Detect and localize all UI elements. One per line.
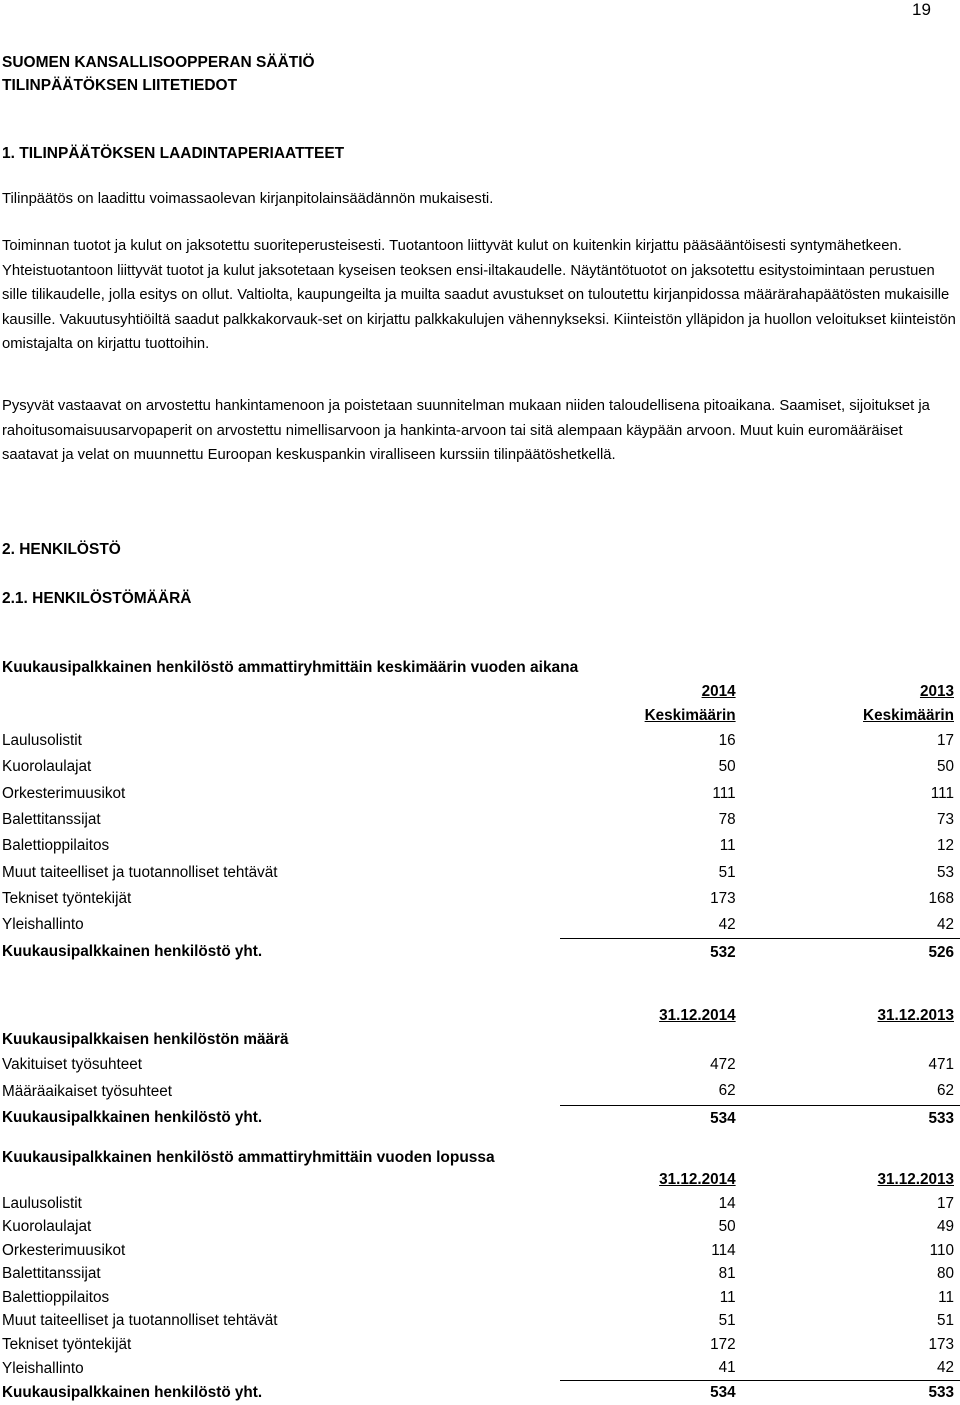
row-label: Balettitanssijat (2, 1265, 101, 1283)
row-label: Balettitanssijat (2, 811, 101, 829)
row-label: Muut taiteelliset ja tuotannolliset tehtävät (2, 863, 278, 881)
table-row (2, 754, 960, 780)
cell-value: 172 (710, 1335, 736, 1353)
cell-value: 51 (718, 863, 736, 881)
row-label: Yleishallinto (2, 1359, 84, 1377)
cell-value: 42 (560, 912, 736, 939)
page-number: 19 (912, 0, 931, 19)
row-label: Kuorolaulajat (2, 758, 92, 776)
row-label: Kuorolaulajat (2, 1218, 92, 1236)
table-header-row (2, 1004, 960, 1028)
cell-value: 111 (930, 784, 954, 802)
total-value: 533 (928, 1383, 954, 1401)
cell-value: 110 (929, 1241, 954, 1259)
table-row (2, 807, 960, 833)
table-header-row (2, 1168, 960, 1192)
row-label: Balettioppilaitos (2, 1288, 110, 1306)
total-value: 532 (710, 943, 736, 961)
table-row (2, 728, 960, 754)
table-row (2, 859, 960, 885)
cell-value: 472 (710, 1056, 736, 1074)
row-label: Tekniset työntekijät (2, 889, 132, 907)
cell-value: 14 (718, 1194, 736, 1212)
row-label: Tekniset työntekijät (2, 1335, 132, 1353)
table-row (2, 1286, 960, 1310)
column-header-2013: 2013 (919, 683, 954, 700)
paragraph-1: Tilinpäätös on laadittu voimassaolevan kirjanpitolainsäädännön mukaisesti. (2, 191, 494, 207)
row-label: Balettioppilaitos (2, 837, 110, 855)
cell-value: 50 (718, 758, 736, 776)
document-title: TILINPÄÄTÖKSEN LIITETIEDOT (2, 77, 238, 94)
total-value: 526 (928, 943, 954, 961)
column-header-2014: 31.12.2014 (659, 1171, 736, 1188)
cell-value: 62 (560, 1078, 736, 1105)
table-row (2, 886, 960, 912)
table-row (2, 1310, 960, 1334)
table-row (2, 781, 960, 807)
table-header-row (2, 680, 960, 704)
total-value: 534 (710, 1109, 736, 1127)
cell-value: 42 (736, 1357, 960, 1381)
row-label: Määräaikaiset työsuhteet (2, 1082, 173, 1100)
row-label: Laulusolistit (2, 1194, 82, 1212)
cell-value: 471 (928, 1056, 954, 1074)
cell-value: 78 (718, 811, 736, 829)
row-label: Vakituiset työsuhteet (2, 1056, 143, 1074)
row-label: Muut taiteelliset ja tuotannolliset tehtävät (2, 1312, 278, 1330)
cell-value: 11 (719, 837, 736, 855)
section-1-heading: 1. TILINPÄÄTÖKSEN LAADINTAPERIAATTEET (2, 145, 345, 162)
table-total-row (2, 939, 960, 966)
cell-value: 49 (936, 1218, 954, 1236)
cell-value: 111 (712, 784, 736, 802)
total-value: 534 (710, 1383, 736, 1401)
table-total-row (2, 1381, 960, 1405)
cell-value: 80 (936, 1265, 954, 1283)
table-1-title: Kuukausipalkkainen henkilöstö ammattiryhmittäin keskimäärin vuoden aikana (2, 659, 579, 676)
total-label: Kuukausipalkkainen henkilöstö yht. (2, 943, 263, 961)
cell-value: 173 (710, 889, 736, 907)
table-total-row (2, 1105, 960, 1132)
table-row (2, 1052, 960, 1078)
row-label: Yleishallinto (2, 916, 84, 934)
document-header (2, 51, 315, 97)
cell-value: 81 (718, 1265, 736, 1283)
total-label: Kuukausipalkkainen henkilöstö yht. (2, 1383, 263, 1401)
cell-value: 168 (928, 889, 954, 907)
cell-value: 41 (560, 1357, 736, 1381)
table-row (2, 1263, 960, 1287)
cell-value: 11 (719, 1288, 736, 1306)
column-subheader-2014: Keskimäärin (644, 707, 736, 724)
column-header-2014: 31.12.2014 (659, 1007, 736, 1024)
column-subheader-2013: Keskimäärin (863, 707, 954, 724)
row-label: Orkesterimuusikot (2, 784, 126, 802)
column-header-2013: 31.12.2013 (877, 1171, 954, 1188)
table-3-title: Kuukausipalkkainen henkilöstö ammattiryhmittäin vuoden lopussa (2, 1149, 495, 1166)
table-3 (2, 1168, 960, 1405)
cell-value: 12 (936, 837, 954, 855)
cell-value: 17 (936, 732, 954, 750)
cell-value: 16 (718, 732, 736, 750)
section-2-1-heading: 2.1. HENKILÖSTÖMÄÄRÄ (2, 590, 192, 607)
table-title-row (2, 1028, 960, 1052)
cell-value: 114 (711, 1241, 736, 1259)
cell-value: 173 (928, 1335, 954, 1353)
table-row (2, 1192, 960, 1216)
table-header-row (2, 704, 960, 728)
cell-value: 50 (936, 758, 954, 776)
row-label: Orkesterimuusikot (2, 1241, 126, 1259)
table-row (2, 833, 960, 859)
organization-name: SUOMEN KANSALLISOOPPERAN SÄÄTIÖ (2, 54, 315, 71)
cell-value: 17 (936, 1194, 954, 1212)
cell-value: 53 (936, 863, 954, 881)
cell-value: 73 (936, 811, 954, 829)
section-2-heading: 2. HENKILÖSTÖ (2, 541, 121, 558)
cell-value: 42 (736, 912, 960, 939)
table-row (2, 1239, 960, 1263)
total-label: Kuukausipalkkainen henkilöstö yht. (2, 1109, 263, 1127)
cell-value: 62 (736, 1078, 960, 1105)
table-row (2, 1357, 960, 1381)
table-row (2, 1216, 960, 1240)
cell-value: 51 (936, 1312, 954, 1330)
cell-value: 50 (718, 1218, 736, 1236)
table-row (2, 912, 960, 939)
table-2-title: Kuukausipalkkaisen henkilöstön määrä (2, 1031, 289, 1048)
paragraph-2: Toiminnan tuotot ja kulut on jaksotettu suoriteperusteisesti. Tuotantoon liittyvät kulut on kuitenkin kirjattu pääsääntöisesti syntymähetkeen. Yhteistuotantoon liittyvät tuotot ja kulut jaksotetaan kyseisen teoksen ensi-iltakaudelle. Näytäntötuotot on jaksotettu esitystoimintaan perustuen sille tilikaudelle, jolla esitys on ollut. Valtiolta, kaupungeilta ja muilta saadut avustukset on tuloutettu kirjanpidossa määrärahapäätösten mukaisille kausille. Vakuutusyhtiöiltä saadut palkkakorvauk-set on kirjattu palkkakulujen vähennykseksi. Kiinteistön ylläpidon ja huollon veloitukset kiinteistön omistajalta on kirjattu tuottoihin. (2, 238, 956, 352)
cell-value: 11 (938, 1288, 954, 1306)
paragraph-3: Pysyvät vastaavat on arvostettu hankintamenoon ja poistetaan suunnitelman mukaan niiden taloudellisena pitoaikana. Saamiset, sijoitukset ja rahoitusomaisuusarvopaperit on arvostettu nimellisarvoon ja hankinta-arvoon tai sitä alempaan käypään arvoon. Muut kuin euromääräiset saatavat ja velat on muunnettu Euroopan keskuspankin viralliseen kurssiin tilinpäätöshetkellä. (2, 398, 930, 463)
table-2 (2, 1004, 960, 1132)
table-row (2, 1078, 960, 1105)
table-1 (2, 680, 960, 966)
row-label: Laulusolistit (2, 732, 82, 750)
table-row (2, 1333, 960, 1357)
column-header-2014: 2014 (701, 683, 736, 700)
total-value: 533 (928, 1109, 954, 1127)
column-header-2013: 31.12.2013 (877, 1007, 954, 1024)
cell-value: 51 (718, 1312, 736, 1330)
